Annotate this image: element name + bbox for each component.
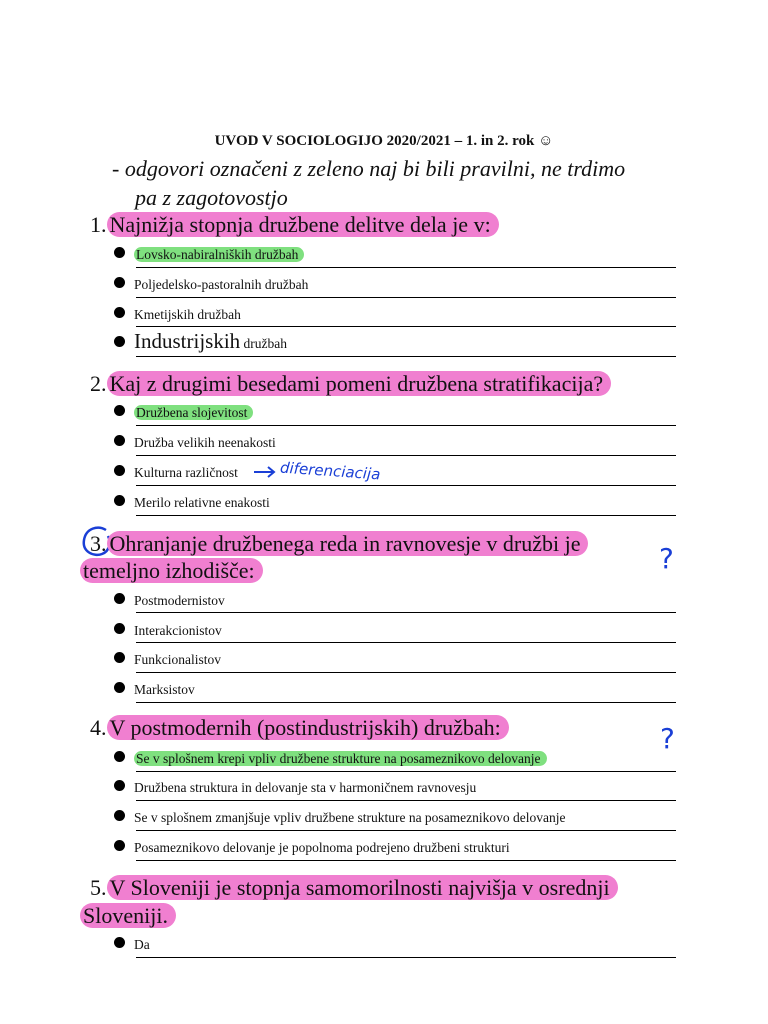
bullet-icon [114,652,125,663]
bullet-icon [114,435,125,446]
question-text: temeljno izhodišče: [80,558,263,583]
question-text: Kaj z drugimi besedami pomeni družbena stratifikacija? [107,371,612,396]
option-label: Da [134,937,150,952]
answer-line [136,771,676,772]
question-text: Najnižja stopnja družbene delitve dela je v: [107,212,499,237]
bullet-icon [114,593,125,604]
bullet-icon [114,465,125,476]
question-number: 1. [90,212,107,237]
option [114,810,566,826]
option [114,247,304,263]
document-title: UVOD V SOCIOLOGIJO 2020/2021 – 1. in 2. rok ☺ [214,133,554,149]
question-text: V Sloveniji je stopnja samomorilnosti najvišja v osrednji [107,875,618,900]
answer-line [136,642,676,643]
bullet-icon [114,307,125,318]
question-1 [90,211,499,239]
option [114,495,270,511]
option-label: Se v splošnem krepi vpliv družbene strukture na posameznikovo delovanje [134,751,547,766]
option-label: Funkcionalistov [134,652,221,667]
answer-line [136,672,676,673]
bullet-icon [114,937,125,948]
question-text: Sloveniji. [80,903,176,928]
bullet-icon [114,780,125,791]
question-number: 5. [90,875,107,900]
answer-line [136,455,676,456]
option [114,652,221,668]
answer-line [136,356,676,357]
answer-line [136,425,676,426]
question-number: 2. [90,371,107,396]
option-label: Merilo relativne enakosti [134,495,270,510]
arrow-right-icon [252,464,278,480]
answer-line [136,957,676,958]
bullet-icon [114,623,125,634]
option [114,465,238,481]
question-mark-annotation: ? [660,722,675,755]
answer-line [136,702,676,703]
option [114,593,225,609]
question-mark-annotation: ? [659,542,674,575]
bullet-icon [114,336,125,347]
option [114,780,476,796]
question-2 [90,370,611,398]
option [114,405,253,421]
question-3-cont [80,557,263,585]
question-number: 3. [90,531,107,556]
question-number: 4. [90,715,107,740]
option-label: Lovsko-nabiralniških družbah [134,247,304,262]
option-label: Postmodernistov [134,593,225,608]
question-5-cont [80,902,176,930]
handwritten-annotation: diferenciacija [279,458,381,484]
question-3 [90,530,588,558]
option [114,751,547,767]
option-label: Posameznikovo delovanje je popolnoma podrejeno družbeni strukturi [134,840,510,855]
answer-line [136,515,676,516]
bullet-icon [114,247,125,258]
answer-line [136,485,676,486]
option-label-suffix: družbah [243,336,288,351]
bullet-icon [114,495,125,506]
answer-line [136,860,676,861]
bullet-icon [114,405,125,416]
bullet-icon [114,277,125,288]
option-label: Se v splošnem zmanjšuje vpliv družbene strukture na posameznikovo delovanje [134,810,566,825]
option [114,623,222,639]
question-text: V postmodernih (postindustrijskih) družbah: [107,715,509,740]
question-text: Ohranjanje družbenega reda in ravnovesje v družbi je [107,531,589,556]
option-label: Kulturna različnost [134,465,238,480]
answer-line [136,830,676,831]
option [114,937,150,953]
option-label: Družbena struktura in delovanje sta v harmoničnem ravnovesju [134,780,477,795]
option-label: Kmetijskih družbah [134,307,241,322]
option-label: Poljedelsko-pastoralnih družbah [134,277,309,292]
option [114,435,276,451]
answer-line [136,800,676,801]
bullet-icon [114,682,125,693]
option-label: Industrijskih [134,329,241,353]
bullet-icon [114,840,125,851]
bullet-icon [114,751,125,762]
question-5 [90,874,618,902]
option-label: Marksistov [134,682,195,697]
question-4 [90,714,509,742]
bullet-icon [114,810,125,821]
note-line-2: pa z zagotovostjo [135,185,288,210]
answer-line [136,297,676,298]
answer-line [136,267,676,268]
option-label: Družbena slojevitost [134,405,253,420]
option [114,840,510,856]
option [114,329,287,354]
option-label: Interakcionistov [134,623,222,638]
answer-line [136,326,676,327]
note-line-1: - odgovori označeni z zeleno naj bi bili pravilni, ne trdimo [112,156,626,181]
option [114,307,241,323]
option [114,682,195,698]
option-label: Družba velikih neenakosti [134,435,276,450]
answer-line [136,612,676,613]
option [114,277,308,293]
